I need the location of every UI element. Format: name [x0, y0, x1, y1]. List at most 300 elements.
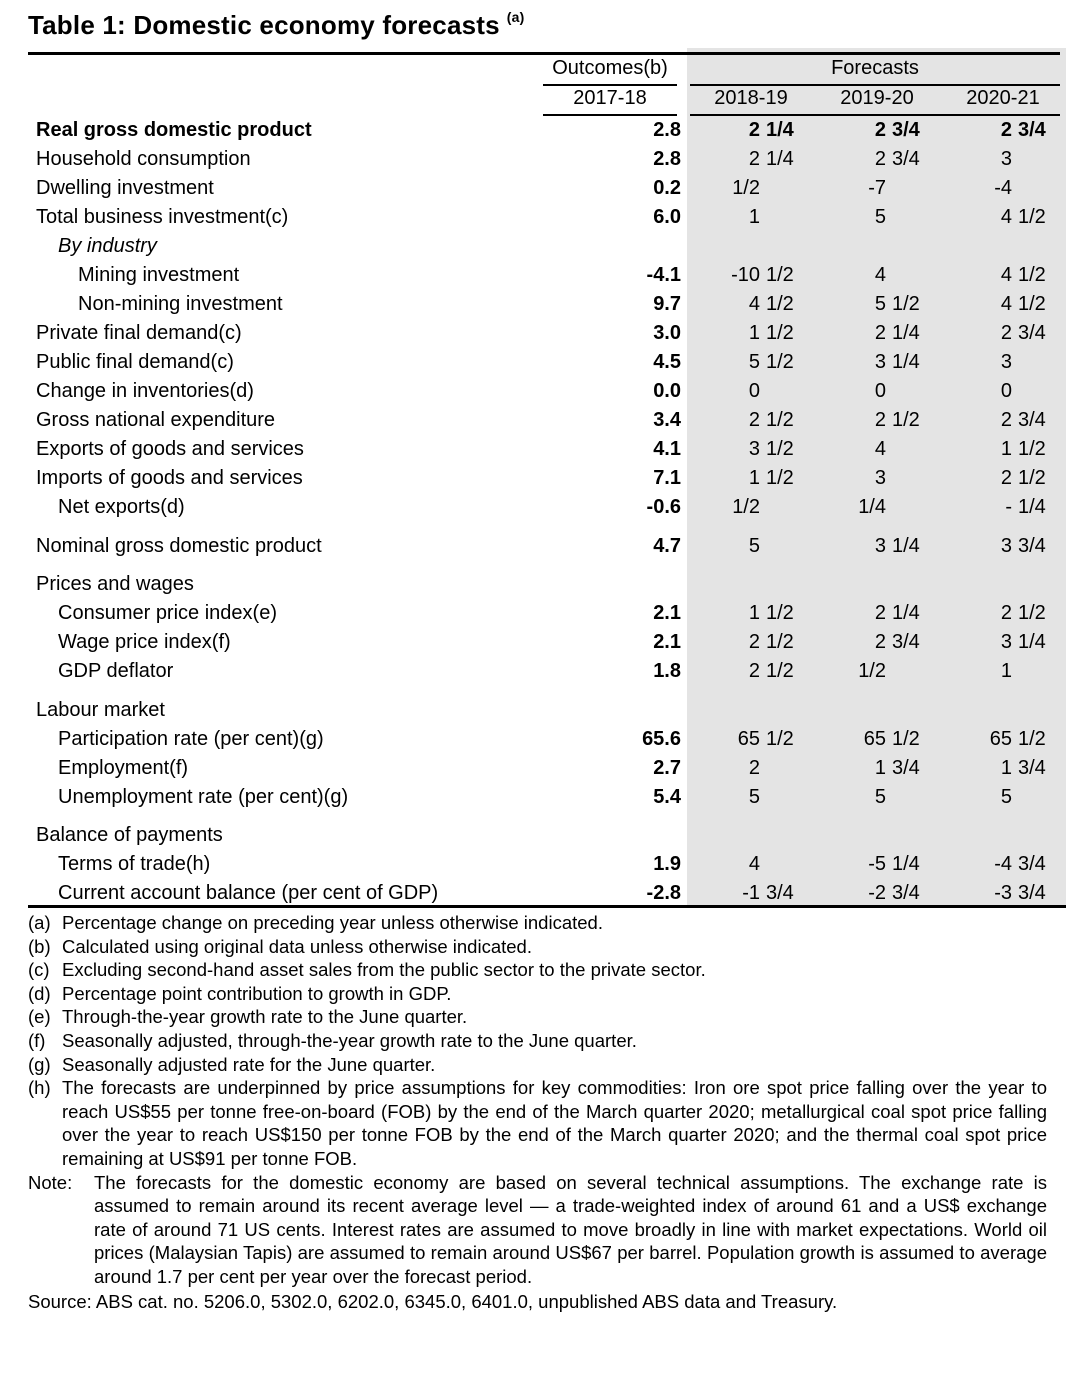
footnote-label: (d) [28, 982, 51, 1004]
forecast-fraction-part: 1/2 [766, 293, 794, 315]
forecast-cell [940, 438, 1066, 461]
forecast-cell [688, 380, 814, 403]
forecast-fraction-part: 1/2 [766, 631, 794, 653]
forecast-cell [940, 293, 1066, 316]
outcome-cell: -0.6 [646, 496, 681, 518]
note-label: Note: [28, 1171, 73, 1193]
outcome-cell: 3.4 [653, 409, 681, 431]
row-label: Imports of goods and services [36, 467, 303, 489]
forecast-integer-part: 2 [874, 631, 886, 653]
row-label: Exports of goods and services [36, 438, 304, 460]
forecast-cell [940, 119, 1066, 142]
forecast-cell [940, 882, 1066, 905]
outcome-cell: 6.0 [653, 206, 681, 228]
forecast-cell [940, 660, 1066, 683]
forecast-fraction-part: 1/2 [766, 727, 794, 750]
forecast-integer-part: 4 [748, 853, 760, 875]
row-label: Real gross domestic product [36, 119, 312, 141]
forecast-cell [688, 728, 814, 751]
forecast-fraction-part [766, 496, 814, 519]
forecast-fraction-part [892, 177, 940, 200]
forecast-integer-part: -1 [742, 882, 760, 904]
table-row [28, 203, 1066, 232]
footnote-text: The forecasts are underpinned by price assumptions for key commodities: Iron ore spot price falling over the year to reach US$55 per tonne free-on-board (FOB) by the end of the March quarter 2020; metallurgical coal spot price falling over the year to reach US$150 per tonne FOB by the end of the March quarter 2020; and the thermal coal spot price remaining at US$91 per tonne FOB. [62, 1077, 1047, 1169]
forecast-cell [688, 496, 814, 519]
forecast-table [28, 48, 1066, 910]
outcomes-column-header: Outcomes(b) [552, 57, 668, 79]
forecast-fraction-part: 1/2 [1018, 602, 1046, 624]
forecast-integer-part: 5 [748, 351, 760, 373]
forecast-cell [814, 882, 940, 905]
forecasts-header-underline [690, 84, 1060, 86]
outcomes-year-header: 2017-18 [573, 87, 647, 109]
forecast-cell [688, 786, 814, 809]
forecast-cell [814, 496, 940, 519]
forecast-fraction-part: 3/4 [1018, 322, 1046, 344]
forecast-fraction-part: 1/2 [766, 602, 794, 624]
forecast-fraction-part: 1/2 [892, 293, 920, 315]
footnote-label: (h) [28, 1077, 51, 1099]
footnote-item [28, 1029, 1047, 1053]
forecast-fraction-part: 1/2 [766, 409, 794, 431]
forecast-integer-part: 5 [748, 534, 760, 557]
forecast-cell [940, 757, 1066, 780]
forecast-integer-part: 1 [1000, 438, 1012, 460]
forecast-integer-part: 1 [874, 756, 886, 779]
forecast-cell [940, 786, 1066, 809]
forecast-year-header-0: 2018-19 [714, 87, 788, 109]
forecast-integer-part: 2 [1000, 467, 1012, 489]
table-row [28, 696, 1066, 725]
forecast-fraction-part: 1/2 [766, 322, 794, 344]
table-body [28, 116, 1066, 908]
note-paragraph [28, 1171, 1047, 1289]
table-row [28, 319, 1066, 348]
forecast-fraction-part: 1/2 [1018, 727, 1046, 750]
table-row [28, 145, 1066, 174]
table-row [28, 406, 1066, 435]
forecast-fraction-part [1018, 660, 1066, 683]
forecast-cell [940, 322, 1066, 345]
forecast-fraction-part [1018, 786, 1066, 809]
table-title [28, 10, 525, 41]
forecast-cell [940, 602, 1066, 625]
forecast-cell [688, 602, 814, 625]
forecasts-group-header: Forecasts [831, 57, 919, 79]
outcome-cell: 4.7 [653, 534, 681, 557]
forecast-fraction-part: 3/4 [1018, 119, 1046, 141]
row-label: Consumer price index(e) [58, 602, 277, 624]
forecast-fraction-part: 1/2 [1018, 438, 1046, 460]
footnote-item [28, 1076, 1047, 1170]
forecast-cell [940, 177, 1066, 200]
forecast-integer-part: 3 [874, 467, 886, 489]
outcome-cell: -2.8 [646, 882, 681, 904]
footnote-text: Seasonally adjusted rate for the June quarter. [62, 1053, 436, 1075]
footnote-text: Excluding second-hand asset sales from the public sector to the private sector. [62, 959, 706, 981]
forecast-integer-part: 2 [748, 409, 760, 431]
forecast-integer-part: 1/4 [858, 496, 886, 518]
outcome-cell: 2.7 [653, 756, 681, 779]
outcome-cell: 65.6 [642, 727, 681, 750]
forecast-fraction-part [892, 380, 940, 403]
table-row [28, 232, 1066, 261]
forecast-fraction-part: 1/2 [766, 438, 794, 460]
forecast-cell [940, 853, 1066, 876]
forecast-cell [814, 786, 940, 809]
row-label: Mining investment [78, 264, 240, 286]
forecast-integer-part: 1 [748, 322, 760, 344]
forecast-cell [814, 293, 940, 316]
footnote-item [28, 958, 1047, 982]
forecast-fraction-part: 1/2 [766, 264, 794, 286]
forecast-cell [814, 757, 940, 780]
row-label: Terms of trade(h) [58, 853, 211, 875]
forecast-cell [940, 351, 1066, 374]
row-label: Nominal gross domestic product [36, 534, 322, 557]
forecast-fraction-part: 3/4 [892, 119, 920, 141]
forecast-fraction-part: 1/4 [892, 853, 920, 875]
forecast-integer-part: 2 [748, 660, 760, 682]
forecast-fraction-part [766, 786, 814, 809]
forecast-integer-part: 65 [737, 727, 760, 750]
forecast-fraction-part [766, 177, 814, 200]
table-row [28, 290, 1066, 319]
forecast-integer-part: -10 [731, 264, 760, 286]
forecast-integer-part: 5 [748, 785, 760, 808]
forecast-integer-part: 1/2 [732, 496, 760, 518]
table-bottom-rule [28, 905, 1066, 908]
forecast-integer-part: 3 [1000, 534, 1012, 557]
forecast-cell [814, 148, 940, 171]
table-row [28, 599, 1066, 628]
forecast-integer-part: 5 [874, 206, 886, 228]
forecast-year-header-1: 2019-20 [840, 87, 914, 109]
table-row [28, 348, 1066, 377]
forecast-integer-part: 2 [1000, 119, 1012, 141]
forecast-fraction-part: 1/2 [766, 351, 794, 373]
forecast-cell [814, 602, 940, 625]
forecast-integer-part: 1 [748, 602, 760, 624]
table-row [28, 261, 1066, 290]
forecast-cell [688, 148, 814, 171]
forecast-cell [814, 206, 940, 229]
forecast-integer-part: 65 [989, 727, 1012, 750]
footnote-item [28, 982, 1047, 1006]
forecast-fraction-part: 1/2 [766, 660, 794, 682]
source-label: Source: [28, 1290, 92, 1312]
forecast-cell [688, 631, 814, 654]
forecast-cell [814, 322, 940, 345]
row-label: GDP deflator [58, 660, 174, 682]
outcome-cell: 0.2 [653, 177, 681, 199]
forecast-cell [688, 293, 814, 316]
forecast-integer-part: 2 [1000, 602, 1012, 624]
table-row [28, 464, 1066, 493]
forecast-fraction-part [892, 467, 940, 490]
forecast-integer-part: -4 [994, 177, 1012, 199]
footnote-label: (e) [28, 1006, 51, 1028]
forecast-fraction-part: 1/2 [766, 467, 794, 489]
forecast-fraction-part [766, 206, 814, 229]
footnote-text: Through-the-year growth rate to the June quarter. [62, 1006, 468, 1028]
table-row [28, 493, 1066, 522]
forecast-integer-part: 2 [874, 322, 886, 344]
forecast-fraction-part: 3/4 [766, 882, 794, 904]
forecast-cell [814, 119, 940, 142]
forecast-integer-part: 4 [874, 264, 886, 286]
table-row [28, 879, 1066, 908]
forecast-integer-part: 3 [1000, 631, 1012, 653]
footnote-label: (c) [28, 959, 50, 981]
forecast-cell [688, 351, 814, 374]
forecast-integer-part: 2 [748, 631, 760, 653]
footnote-item [28, 1053, 1047, 1077]
table-row [28, 725, 1066, 754]
row-label: Participation rate (per cent)(g) [58, 727, 324, 750]
forecast-fraction-part: 1/2 [892, 727, 920, 750]
forecast-cell [688, 882, 814, 905]
forecast-fraction-part [1018, 380, 1066, 403]
table-row [28, 628, 1066, 657]
table-row [28, 754, 1066, 783]
forecast-cell [688, 322, 814, 345]
table-top-rule [28, 52, 1060, 55]
forecast-fraction-part: 3/4 [892, 148, 920, 170]
footnote-item [28, 1005, 1047, 1029]
source-line [28, 1290, 1047, 1314]
forecast-fraction-part: 3/4 [892, 882, 920, 904]
forecast-cell [688, 438, 814, 461]
forecast-integer-part: 4 [1000, 293, 1012, 315]
forecast-integer-part: 2 [874, 148, 886, 170]
forecast-fraction-part: 1/2 [1018, 264, 1046, 286]
forecast-cell [814, 853, 940, 876]
forecast-cell [688, 264, 814, 287]
forecast-cell [940, 206, 1066, 229]
table-row [28, 850, 1066, 879]
forecast-fraction-part [892, 496, 940, 519]
forecast-fraction-part: 1/4 [892, 322, 920, 344]
outcome-cell: 2.8 [653, 119, 681, 141]
forecast-cell [814, 351, 940, 374]
outcome-cell: 1.9 [653, 853, 681, 875]
row-label: By industry [58, 235, 157, 257]
forecast-fraction-part [766, 757, 814, 780]
forecast-cell [688, 535, 814, 558]
row-label: Gross national expenditure [36, 409, 276, 431]
forecast-cell [940, 148, 1066, 171]
forecast-fraction-part: 1/4 [766, 119, 794, 141]
table-row [28, 783, 1066, 812]
table-title-footnote-marker: (a) [506, 9, 525, 26]
table-row [28, 116, 1066, 145]
row-label: Net exports(d) [58, 496, 185, 518]
row-label: Employment(f) [58, 756, 189, 779]
row-label: Prices and wages [36, 573, 194, 595]
table-row [28, 174, 1066, 203]
forecast-integer-part: 1 [748, 206, 760, 228]
forecast-fraction-part: 3/4 [1018, 882, 1046, 904]
forecast-integer-part: 3 [748, 438, 760, 460]
table-row [28, 377, 1066, 406]
forecast-integer-part: 65 [863, 727, 886, 750]
row-label: Balance of payments [36, 824, 223, 846]
forecast-integer-part: 1 [1000, 756, 1012, 779]
forecast-integer-part: -7 [868, 177, 886, 199]
row-label: Non-mining investment [78, 293, 283, 315]
forecast-integer-part: 4 [874, 438, 886, 460]
forecast-integer-part: 2 [874, 602, 886, 624]
forecast-integer-part: 3 [1000, 351, 1012, 373]
outcome-cell: 0.0 [653, 380, 681, 402]
forecast-integer-part: - [1005, 496, 1012, 518]
forecast-cell [940, 380, 1066, 403]
forecast-fraction-part [892, 660, 940, 683]
forecast-integer-part: 1/2 [732, 177, 760, 199]
forecast-fraction-part: 3/4 [1018, 756, 1046, 779]
forecast-fraction-part: 1/2 [892, 409, 920, 431]
outcome-cell: 4.5 [653, 351, 681, 373]
forecast-integer-part: 3 [874, 351, 886, 373]
forecast-fraction-part: 3/4 [1018, 409, 1046, 431]
forecast-fraction-part: 1/2 [1018, 293, 1046, 315]
forecast-cell [814, 380, 940, 403]
forecast-fraction-part [892, 264, 940, 287]
forecast-cell [940, 409, 1066, 432]
forecast-cell [814, 631, 940, 654]
footnote-text: Percentage change on preceding year unless otherwise indicated. [62, 912, 603, 933]
forecast-cell [814, 728, 940, 751]
footnote-label: (g) [28, 1053, 51, 1075]
forecast-integer-part: 2 [1000, 409, 1012, 431]
row-label: Dwelling investment [36, 177, 214, 199]
forecast-cell [688, 409, 814, 432]
outcome-cell: 5.4 [653, 785, 681, 808]
forecast-integer-part: -3 [994, 882, 1012, 904]
forecast-cell [688, 177, 814, 200]
forecast-cell [688, 206, 814, 229]
forecast-fraction-part [892, 206, 940, 229]
footnote-text: Seasonally adjusted, through-the-year growth rate to the June quarter. [62, 1029, 637, 1051]
forecast-integer-part: 4 [1000, 206, 1012, 228]
forecast-integer-part: 5 [874, 293, 886, 315]
forecast-fraction-part: 3/4 [892, 631, 920, 653]
forecast-integer-part: -2 [868, 882, 886, 904]
row-label: Private final demand(c) [36, 322, 242, 344]
forecast-integer-part: 2 [874, 119, 886, 141]
forecast-fraction-part: 3/4 [892, 756, 920, 779]
forecast-cell [814, 409, 940, 432]
forecast-fraction-part [1018, 148, 1066, 171]
forecast-integer-part: -4 [994, 853, 1012, 875]
forecast-fraction-part: 1/4 [1018, 631, 1046, 653]
table-row [28, 821, 1066, 850]
row-label: Total business investment(c) [36, 206, 289, 228]
forecast-integer-part: 1 [748, 467, 760, 489]
outcome-cell: 2.1 [653, 631, 681, 653]
forecast-integer-part: 2 [748, 119, 760, 141]
forecast-cell [814, 264, 940, 287]
table-row [28, 657, 1066, 686]
forecast-integer-part: 0 [748, 380, 760, 402]
row-label: Public final demand(c) [36, 351, 234, 373]
forecast-integer-part: -5 [868, 853, 886, 875]
footnote-label: (b) [28, 935, 51, 957]
forecast-fraction-part: 1/4 [766, 148, 794, 170]
outcome-cell: 7.1 [653, 467, 681, 489]
footnotes-block [28, 911, 1047, 1313]
forecast-integer-part: 3 [874, 534, 886, 557]
forecast-cell [688, 660, 814, 683]
forecast-integer-part: 5 [1000, 785, 1012, 808]
forecast-year-headers [688, 87, 1066, 110]
forecast-integer-part: 0 [874, 380, 886, 402]
forecast-fraction-part [766, 380, 814, 403]
forecast-fraction-part: 1/4 [892, 602, 920, 624]
forecast-fraction-part: 1/4 [892, 534, 920, 557]
forecast-integer-part: 1/2 [858, 660, 886, 682]
forecast-integer-part: 2 [748, 756, 760, 779]
forecast-cell [688, 119, 814, 142]
forecast-cell [688, 853, 814, 876]
forecast-cell [940, 728, 1066, 751]
forecast-integer-part: 4 [1000, 264, 1012, 286]
forecast-cell [940, 264, 1066, 287]
row-label: Unemployment rate (per cent)(g) [58, 785, 349, 808]
forecast-cell [814, 438, 940, 461]
forecast-integer-part: 3 [1000, 148, 1012, 170]
forecast-cell [940, 467, 1066, 490]
table-row [28, 570, 1066, 599]
outcome-cell: 2.8 [653, 148, 681, 170]
forecast-cell [814, 535, 940, 558]
row-label: Wage price index(f) [58, 631, 231, 653]
table-row [28, 532, 1066, 561]
outcome-cell: -4.1 [646, 264, 681, 286]
forecast-fraction-part [1018, 351, 1066, 374]
forecast-fraction-part: 1/2 [1018, 467, 1046, 489]
forecast-fraction-part [892, 438, 940, 461]
forecast-integer-part: 2 [874, 409, 886, 431]
forecast-fraction-part: 3/4 [1018, 534, 1046, 557]
forecast-integer-part: 5 [874, 785, 886, 808]
forecast-year-header-2: 2020-21 [966, 87, 1040, 109]
row-label: Change in inventories(d) [36, 380, 254, 402]
forecast-cell [688, 757, 814, 780]
forecast-fraction-part [892, 786, 940, 809]
footnote-label: (f) [28, 1029, 46, 1051]
table-title-text: Table 1: Domestic economy forecasts [28, 10, 500, 40]
outcomes-header-underline [543, 84, 677, 86]
forecast-fraction-part: 3/4 [1018, 853, 1046, 875]
row-label: Labour market [36, 698, 165, 721]
row-label: Current account balance (per cent of GDP) [58, 882, 439, 904]
forecast-fraction-part: 1/2 [1018, 206, 1046, 228]
forecast-fraction-part: 1/4 [1018, 496, 1046, 518]
forecast-integer-part: 1 [1000, 660, 1012, 682]
forecast-cell [940, 631, 1066, 654]
forecast-integer-part: 4 [748, 293, 760, 315]
footnote-text: Calculated using original data unless otherwise indicated. [62, 935, 532, 957]
footnote-item [28, 911, 1047, 935]
forecast-fraction-part [766, 535, 814, 558]
outcome-cell: 4.1 [653, 438, 681, 460]
outcome-cell: 1.8 [653, 660, 681, 682]
forecast-integer-part: 0 [1000, 380, 1012, 402]
note-text: The forecasts for the domestic economy are based on several technical assumptions. The exchange rate is assumed to remain around its recent average level — a trade-weighted index of around 61 and a US$ exchange rate of around 71 US cents. Interest rates are assumed to move broadly in line with market expectations. World oil prices (Malaysian Tapis) are assumed to remain around US$67 per barrel. Population growth is assumed to average around 1.7 per cent per year over the forecast period. [94, 1171, 1047, 1287]
footnote-text: Percentage point contribution to growth in GDP. [62, 982, 452, 1004]
